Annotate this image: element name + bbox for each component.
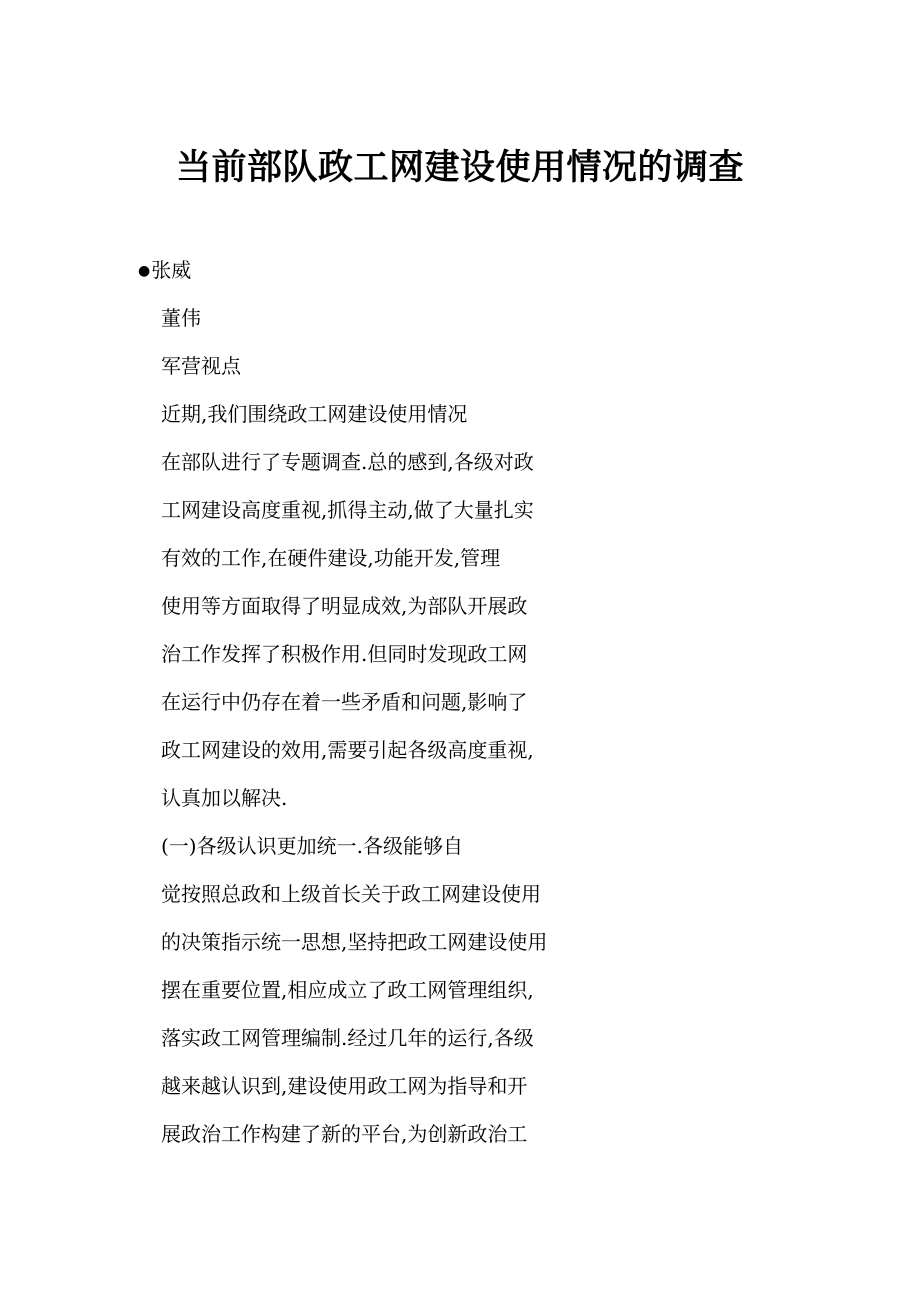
text-line: 在部队进行了专题调查.总的感到,各级对政 [161, 450, 534, 474]
author-line [138, 255, 191, 286]
text-line: 治工作发挥了积极作用.但同时发现政工网 [161, 642, 528, 666]
text-line: 在运行中仍存在着一些矛盾和问题,影响了 [161, 690, 528, 714]
text-line: 工网建设高度重视,抓得主动,做了大量扎实 [161, 498, 534, 522]
bullet-icon: ● [138, 263, 151, 279]
text-line: 摆在重要位置,相应成立了政工网管理组织, [161, 978, 534, 1002]
text-line: 越来越认识到,建设使用政工网为指导和开 [161, 1074, 528, 1098]
text-line: 觉按照总政和上级首长关于政工网建设使用 [161, 882, 541, 906]
text-line: 落实政工网管理编制.经过几年的运行,各级 [161, 1026, 534, 1050]
text-line: 有效的工作,在硬件建设,功能开发,管理 [161, 546, 501, 570]
text-line: 的决策指示统一思想,坚持把政工网建设使用 [161, 930, 548, 954]
text-line: 近期,我们围绕政工网建设使用情况 [161, 402, 468, 426]
first-author: 张威 [151, 258, 192, 282]
text-line: 使用等方面取得了明显成效,为部队开展政 [161, 594, 528, 618]
text-line: (一)各级认识更加统一.各级能够自 [161, 834, 463, 858]
text-line: 政工网建设的效用,需要引起各级高度重视, [161, 738, 534, 762]
text-line: 认真加以解决. [161, 786, 288, 810]
text-line: 董伟 [161, 306, 201, 330]
body-text [161, 303, 547, 1167]
document-title: 当前部队政工网建设使用情况的调查 [175, 147, 744, 188]
text-line: 展政治工作构建了新的平台,为创新政治工 [161, 1122, 528, 1146]
text-line: 军营视点 [161, 354, 241, 378]
